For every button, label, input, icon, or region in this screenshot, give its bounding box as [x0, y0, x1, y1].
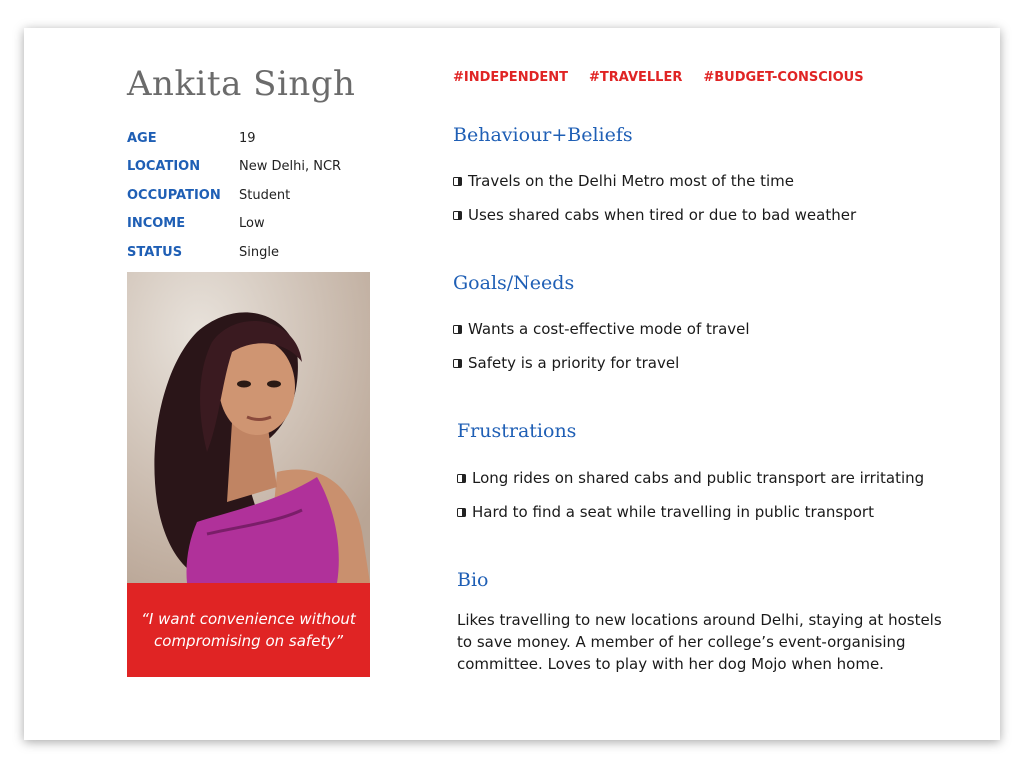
bullet-icon	[453, 177, 462, 186]
list-item	[453, 346, 750, 380]
list-item-text: Safety is a priority for travel	[468, 354, 680, 372]
detail-label: OCCUPATION	[127, 187, 221, 203]
detail-label: INCOME	[127, 216, 186, 232]
list-item	[453, 164, 856, 198]
detail-row-age	[127, 124, 387, 153]
frustrations-title: Frustrations	[457, 420, 577, 442]
detail-value: 19	[239, 130, 256, 146]
bullet-icon	[457, 508, 466, 517]
bio-title: Bio	[457, 569, 489, 591]
list-item-text: Hard to find a seat while travelling in public transport	[472, 503, 874, 521]
list-item-text: Travels on the Delhi Metro most of the time	[468, 172, 794, 190]
frustrations-list	[457, 461, 924, 529]
detail-value: Student	[239, 187, 291, 203]
bio-text: Likes travelling to new locations around Delhi, staying at hostels to save money. A member of her college’s event-organising committee. Loves to play with her dog Mojo when home.	[457, 611, 942, 673]
persona-quote	[127, 583, 370, 677]
detail-label: LOCATION	[127, 159, 201, 175]
detail-row-location	[127, 153, 387, 182]
list-item-text: Long rides on shared cabs and public transport are irritating	[472, 469, 925, 487]
quote-text: “I want convenience without compromising on safety”	[141, 610, 356, 650]
persona-name: Ankita Singh	[127, 64, 356, 104]
persona-photo	[127, 272, 370, 583]
persona-tags	[453, 70, 864, 85]
persona-portrait-illustration	[127, 272, 370, 583]
persona-card	[24, 28, 1000, 740]
list-item-text: Wants a cost-effective mode of travel	[468, 320, 750, 338]
goals-list	[453, 312, 750, 380]
detail-label: STATUS	[127, 244, 183, 260]
detail-value: New Delhi, NCR	[239, 159, 342, 175]
detail-row-occupation	[127, 181, 387, 210]
behaviour-list	[453, 164, 856, 232]
bullet-icon	[453, 211, 462, 220]
bullet-icon	[457, 474, 466, 483]
persona-details	[127, 124, 387, 267]
list-item	[457, 461, 924, 495]
tag: #BUDGET-CONSCIOUS	[703, 70, 864, 85]
detail-row-status	[127, 238, 387, 267]
bullet-icon	[453, 359, 462, 368]
detail-value: Single	[239, 244, 279, 260]
list-item	[453, 312, 750, 346]
list-item-text: Uses shared cabs when tired or due to bad weather	[468, 206, 857, 224]
tag: #TRAVELLER	[589, 70, 683, 85]
tag: #INDEPENDENT	[453, 70, 568, 85]
goals-title: Goals/Needs	[453, 272, 575, 294]
bullet-icon	[453, 325, 462, 334]
detail-row-income	[127, 210, 387, 239]
behaviour-title: Behaviour+Beliefs	[453, 124, 633, 146]
list-item	[457, 495, 924, 529]
list-item	[453, 198, 856, 232]
detail-label: AGE	[127, 130, 157, 146]
detail-value: Low	[239, 216, 265, 232]
